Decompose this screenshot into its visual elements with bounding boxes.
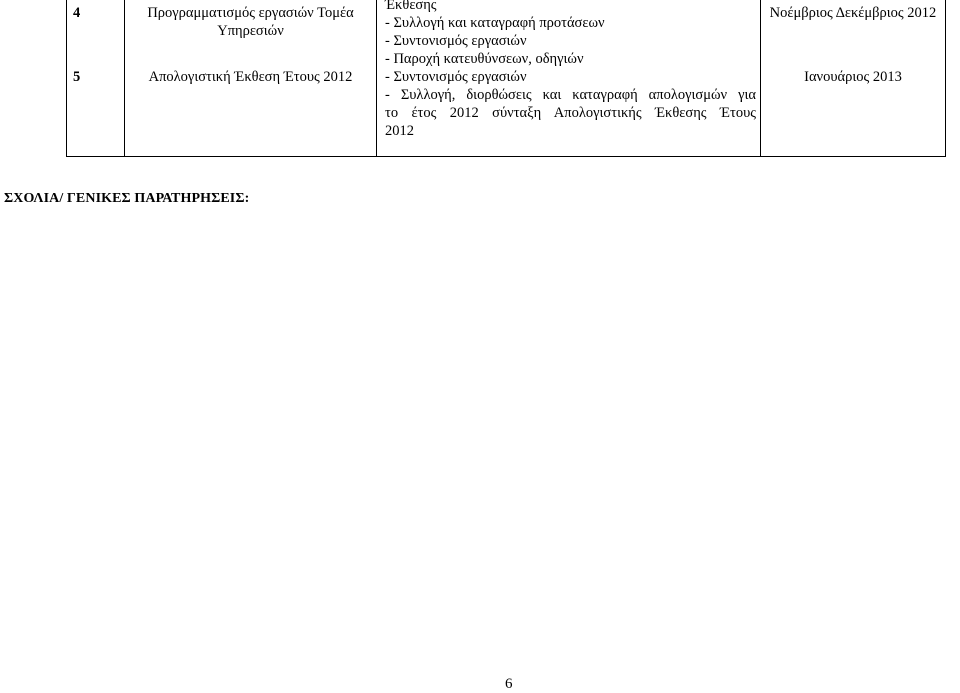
page-number: 6 [505, 676, 513, 692]
table-row [67, 68, 946, 157]
comments-heading: ΣΧΟΛΙΑ/ ΓΕΝΙΚΕΣ ΠΑΡΑΤΗΡΗΣΕΙΣ: [4, 191, 250, 206]
plan-table [66, 0, 946, 157]
task-line: - Συλλογή, διορθώσεις και καταγραφή απολογισμών για [385, 87, 756, 103]
row-title: Προγραμματισμός εργασιών Τομέα Υπηρεσιών [125, 0, 377, 68]
task-line: - Παροχή κατευθύνσεων, οδηγιών [385, 51, 584, 67]
task-line: - Συλλογή και καταγραφή προτάσεων [385, 15, 605, 31]
row-period: Νοέμβριος Δεκέμβριος 2012 [761, 0, 946, 68]
row-tasks [377, 68, 761, 157]
row-title: Απολογιστική Έκθεση Έτους 2012 [125, 68, 377, 157]
task-line: - Συντονισμός εργασιών [385, 69, 527, 85]
table-row [67, 0, 946, 68]
task-line: - Συντονισμός εργασιών [385, 33, 527, 49]
task-line: 2012 [385, 123, 414, 139]
task-line: το έτος 2012 σύνταξη Απολογιστικής Έκθεσης Έτους [385, 105, 756, 121]
row-number: 5 [67, 68, 125, 157]
row-number: 4 [67, 0, 125, 68]
task-line: Έκθεσης [385, 0, 437, 13]
row-tasks [377, 0, 761, 68]
row-period: Ιανουάριος 2013 [761, 68, 946, 157]
